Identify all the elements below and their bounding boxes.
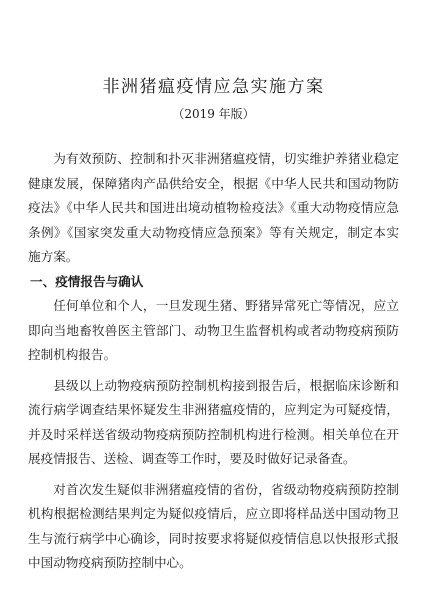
section-heading: 一、疫情报告与确认 bbox=[30, 273, 144, 289]
document-edition: （2019 年版） bbox=[172, 107, 255, 121]
document-body bbox=[28, 147, 399, 576]
section-paragraph: 对首次发生疑似非洲猪瘟疫情的省份，省级动物疫病预防控制机构根据检测结果判定为疑似疫情后，应立即将样品送中国动物卫生与流行病学中心确诊，同时按要求将疑似疫情信息以快报形式报中国动物疫病预防控制中心。 bbox=[28, 481, 399, 570]
document-title: 非洲猪瘟疫情应急实施方案 bbox=[102, 77, 325, 97]
section-paragraph: 县级以上动物疫病预防控制机构接到报告后，根据临床诊断和流行病学调查结果怀疑发生非洲猪瘟疫情的，应判定为可疑疫情，并及时采样送省级动物疫病预防控制机构进行检测。相关单位在开展疫情报告、送检、调查等工作时，要及时做好记录备查。 bbox=[28, 377, 399, 466]
intro-paragraph: 为有效预防、控制和扑灭非洲猪瘟疫情，切实维护养猪业稳定健康发展，保障猪肉产品供给安全，根据《中华人民共和国动物防疫法》《中华人民共和国进出境动植物检疫法》《重大动物疫情应急条例》《国家突发重大动物疫情应急预案》等有关规定，制定本实施方案。 bbox=[28, 151, 399, 264]
section-paragraph: 任何单位和个人，一旦发现生猪、野猪异常死亡等情况，应立即向当地畜牧兽医主管部门、动物卫生监督机构或者动物疫病预防控制机构报告。 bbox=[28, 298, 399, 362]
